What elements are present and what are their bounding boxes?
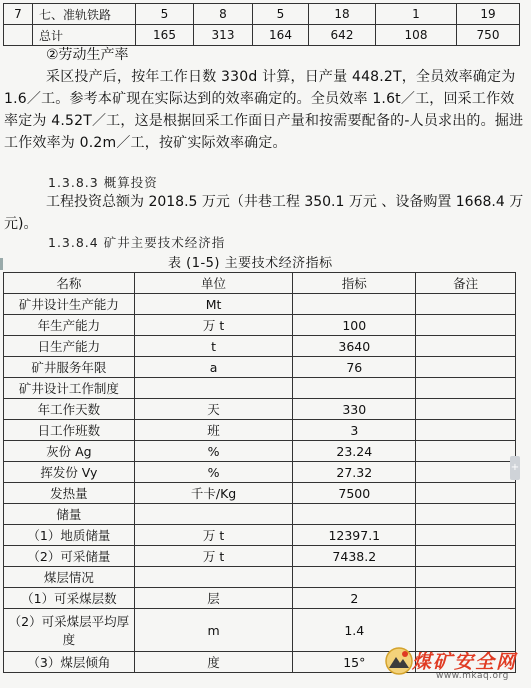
table-row: [4, 420, 516, 441]
remark-cell: [416, 357, 516, 378]
value-cell: 330: [293, 399, 416, 420]
value-cell: 23.24: [293, 441, 416, 462]
value-cell: 100: [293, 315, 416, 336]
value-cell: 2: [293, 588, 416, 609]
top-table-cell: 18: [309, 4, 376, 25]
remark-cell: [416, 525, 516, 546]
mine-safety-logo-icon: [384, 646, 414, 676]
unit-cell: 万 t: [134, 546, 293, 567]
top-table-cell: 七、准轨铁路: [33, 4, 136, 25]
top-table-cell: 8: [194, 4, 253, 25]
indicator-name-cell: 年工作天数: [4, 399, 135, 420]
unit-cell: Mt: [134, 294, 293, 315]
value-cell: [293, 294, 416, 315]
indicator-name-cell: （1）可采煤层数: [4, 588, 135, 609]
unit-cell: [134, 567, 293, 588]
top-table-cell: 750: [457, 25, 520, 46]
labor-productivity-heading: ②劳动生产率: [46, 47, 129, 63]
top-table-cell: 164: [253, 25, 309, 46]
top-table-row: [4, 25, 520, 46]
table-row: [4, 567, 516, 588]
unit-cell: 千卡/Kg: [134, 483, 293, 504]
remark-cell: [416, 378, 516, 399]
table-row: [4, 336, 516, 357]
table-row: [4, 357, 516, 378]
table-row: [4, 483, 516, 504]
table-row: [4, 378, 516, 399]
table-header-row: [4, 273, 516, 294]
value-cell: 7438.2: [293, 546, 416, 567]
unit-cell: 万 t: [134, 315, 293, 336]
value-cell: 15°: [293, 652, 416, 673]
top-table-cell: 313: [194, 25, 253, 46]
top-table-cell: 5: [136, 4, 194, 25]
budget-paragraph: 工程投资总额为 2018.5 万元（井巷工程 350.1 万元 、设备购置 1668.4 万元)。: [4, 194, 524, 232]
top-table-cell: 19: [457, 4, 520, 25]
unit-cell: m: [134, 609, 293, 652]
watermark-url: www.mkaq.org: [436, 671, 509, 681]
indicator-name-cell: 年生产能力: [4, 315, 135, 336]
top-table-cell: 108: [376, 25, 457, 46]
table-row: [4, 441, 516, 462]
indicator-name-cell: （1）地质储量: [4, 525, 135, 546]
indicator-name-cell: （3）煤层倾角: [4, 652, 135, 673]
value-cell: [293, 567, 416, 588]
remark-cell: [416, 462, 516, 483]
remark-cell: [416, 483, 516, 504]
indicator-name-cell: 矿井设计工作制度: [4, 378, 135, 399]
top-table-cell: 5: [253, 4, 309, 25]
indicator-name-cell: 发热量: [4, 483, 135, 504]
table-row: [4, 588, 516, 609]
unit-cell: 度: [134, 652, 293, 673]
value-cell: [293, 504, 416, 525]
header-name: 名称: [4, 273, 135, 294]
technical-economic-indicators-table: [3, 272, 516, 673]
unit-cell: a: [134, 357, 293, 378]
side-expand-tab[interactable]: +: [510, 456, 520, 480]
unit-cell: 天: [134, 399, 293, 420]
value-cell: 12397.1: [293, 525, 416, 546]
value-cell: 27.32: [293, 462, 416, 483]
unit-cell: 班: [134, 420, 293, 441]
indicator-name-cell: 挥发份 Vy: [4, 462, 135, 483]
remark-cell: [416, 336, 516, 357]
top-table-cell: [4, 25, 33, 46]
table-row: [4, 504, 516, 525]
unit-cell: %: [134, 462, 293, 483]
unit-cell: [134, 378, 293, 399]
table-row: [4, 399, 516, 420]
top-table-cell: 642: [309, 25, 376, 46]
table-row: [4, 546, 516, 567]
value-cell: 76: [293, 357, 416, 378]
watermark-title: 煤矿安全网: [412, 651, 518, 673]
indicator-name-cell: 灰份 Ag: [4, 441, 135, 462]
budget-heading: 1.3.8.3 概算投资: [48, 175, 158, 190]
table-row: [4, 525, 516, 546]
table-row: [4, 462, 516, 483]
header-value: 指标: [293, 273, 416, 294]
remark-cell: [416, 420, 516, 441]
value-cell: 3: [293, 420, 416, 441]
indicator-name-cell: 日生产能力: [4, 336, 135, 357]
table-row: [4, 315, 516, 336]
value-cell: 1.4: [293, 609, 416, 652]
table-row: [4, 294, 516, 315]
unit-cell: %: [134, 441, 293, 462]
value-cell: [293, 378, 416, 399]
value-cell: 3640: [293, 336, 416, 357]
value-cell: 7500: [293, 483, 416, 504]
remark-cell: [416, 399, 516, 420]
top-summary-table: [3, 3, 520, 46]
remark-cell: [416, 441, 516, 462]
margin-marker: [0, 258, 3, 270]
table-caption: 表 (1-5) 主要技术经济指标: [168, 256, 333, 271]
top-table-cell: 7: [4, 4, 33, 25]
site-watermark: [384, 646, 526, 684]
remark-cell: [416, 567, 516, 588]
indicator-name-cell: 煤层情况: [4, 567, 135, 588]
indicator-name-cell: （2）可采储量: [4, 546, 135, 567]
remark-cell: [416, 315, 516, 336]
indicators-heading: 1.3.8.4 矿井主要技术经济指: [48, 235, 226, 250]
top-table-row: [4, 4, 520, 25]
remark-cell: [416, 546, 516, 567]
indicator-name-cell: 矿井服务年限: [4, 357, 135, 378]
top-table-cell: 总计: [33, 25, 136, 46]
remark-cell: [416, 294, 516, 315]
indicator-name-cell: 储量: [4, 504, 135, 525]
indicator-name-cell: 矿井设计生产能力: [4, 294, 135, 315]
indicator-name-cell: 日工作班数: [4, 420, 135, 441]
remark-cell: [416, 504, 516, 525]
header-unit: 单位: [134, 273, 293, 294]
unit-cell: [134, 504, 293, 525]
unit-cell: 层: [134, 588, 293, 609]
indicator-name-cell: （2）可采煤层平均厚度: [4, 609, 135, 652]
header-remark: 备注: [416, 273, 516, 294]
top-table-cell: 165: [136, 25, 194, 46]
unit-cell: 万 t: [134, 525, 293, 546]
top-table-cell: 1: [376, 4, 457, 25]
labor-productivity-paragraph: 采区投产后，按年工作日数 330d 计算，日产量 448.2T，全员效率确定为 1.6／工。参考本矿现在实际达到的效率确定的。全员效率 1.6t／工，回采工作效率定为 4.52T／工，这是根据回采工作面日产量和按需要配备的-人员求出的。掘进工作效率为 0.2m／工，按矿实际效率确定。: [4, 69, 524, 151]
remark-cell: [416, 588, 516, 609]
unit-cell: t: [134, 336, 293, 357]
